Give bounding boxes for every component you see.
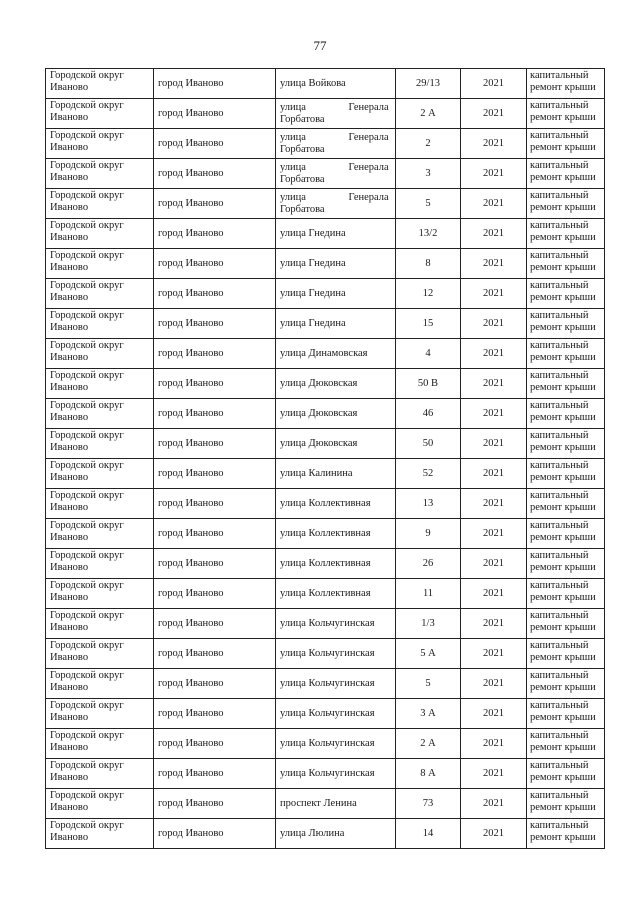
house-number-cell: 52: [396, 459, 461, 489]
street-cell: улица Гнедина: [276, 249, 396, 279]
area-cell: Городской округ Иваново: [46, 579, 154, 609]
year-cell: 2021: [461, 729, 527, 759]
year-cell: 2021: [461, 339, 527, 369]
area-cell: Городской округ Иваново: [46, 219, 154, 249]
city-cell: город Иваново: [154, 219, 276, 249]
work-type-cell: капитальный ремонт крыши: [527, 489, 605, 519]
house-number-cell: 4: [396, 339, 461, 369]
street-cell: улица Кольчугинская: [276, 669, 396, 699]
street-cell: улица Генерала Горбатова: [276, 99, 396, 129]
house-number-cell: 2 А: [396, 729, 461, 759]
year-cell: 2021: [461, 129, 527, 159]
work-type-cell: капитальный ремонт крыши: [527, 69, 605, 99]
street-cell: улица Люлина: [276, 819, 396, 849]
street-cell: улица Генерала Горбатова: [276, 129, 396, 159]
house-number-cell: 50 В: [396, 369, 461, 399]
page-number: 77: [313, 38, 327, 53]
work-type-cell: капитальный ремонт крыши: [527, 369, 605, 399]
area-cell: Городской округ Иваново: [46, 669, 154, 699]
city-cell: город Иваново: [154, 519, 276, 549]
work-type-cell: капитальный ремонт крыши: [527, 189, 605, 219]
table-row: [46, 399, 605, 429]
table-row: [46, 219, 605, 249]
table-row: [46, 309, 605, 339]
year-cell: 2021: [461, 609, 527, 639]
table-row: [46, 99, 605, 129]
work-type-cell: капитальный ремонт крыши: [527, 729, 605, 759]
street-cell: улица Калинина: [276, 459, 396, 489]
year-cell: 2021: [461, 549, 527, 579]
year-cell: 2021: [461, 759, 527, 789]
city-cell: город Иваново: [154, 819, 276, 849]
city-cell: город Иваново: [154, 459, 276, 489]
table-row: [46, 69, 605, 99]
area-cell: Городской округ Иваново: [46, 189, 154, 219]
city-cell: город Иваново: [154, 309, 276, 339]
area-cell: Городской округ Иваново: [46, 159, 154, 189]
street-cell: улица Войкова: [276, 69, 396, 99]
year-cell: 2021: [461, 489, 527, 519]
table-row: [46, 189, 605, 219]
repair-schedule-table: [45, 68, 605, 849]
house-number-cell: 1/3: [396, 609, 461, 639]
city-cell: город Иваново: [154, 129, 276, 159]
street-cell: улица Генерала Горбатова: [276, 159, 396, 189]
year-cell: 2021: [461, 819, 527, 849]
street-cell: улица Кольчугинская: [276, 609, 396, 639]
work-type-cell: капитальный ремонт крыши: [527, 99, 605, 129]
year-cell: 2021: [461, 399, 527, 429]
table-row: [46, 429, 605, 459]
city-cell: город Иваново: [154, 549, 276, 579]
area-cell: Городской округ Иваново: [46, 129, 154, 159]
street-cell: улица Кольчугинская: [276, 759, 396, 789]
table-row: [46, 339, 605, 369]
year-cell: 2021: [461, 189, 527, 219]
work-type-cell: капитальный ремонт крыши: [527, 429, 605, 459]
area-cell: Городской округ Иваново: [46, 369, 154, 399]
street-cell: улица Дюковская: [276, 399, 396, 429]
house-number-cell: 11: [396, 579, 461, 609]
work-type-cell: капитальный ремонт крыши: [527, 579, 605, 609]
city-cell: город Иваново: [154, 639, 276, 669]
city-cell: город Иваново: [154, 429, 276, 459]
house-number-cell: 3 А: [396, 699, 461, 729]
area-cell: Городской округ Иваново: [46, 429, 154, 459]
house-number-cell: 8 А: [396, 759, 461, 789]
work-type-cell: капитальный ремонт крыши: [527, 759, 605, 789]
city-cell: город Иваново: [154, 189, 276, 219]
table-row: [46, 789, 605, 819]
area-cell: Городской округ Иваново: [46, 759, 154, 789]
table-row: [46, 699, 605, 729]
street-cell: улица Кольчугинская: [276, 639, 396, 669]
street-cell: улица Коллективная: [276, 519, 396, 549]
area-cell: Городской округ Иваново: [46, 279, 154, 309]
year-cell: 2021: [461, 219, 527, 249]
year-cell: 2021: [461, 99, 527, 129]
house-number-cell: 13/2: [396, 219, 461, 249]
city-cell: город Иваново: [154, 339, 276, 369]
table-row: [46, 129, 605, 159]
area-cell: Городской округ Иваново: [46, 699, 154, 729]
street-cell: улица Дюковская: [276, 369, 396, 399]
city-cell: город Иваново: [154, 399, 276, 429]
work-type-cell: капитальный ремонт крыши: [527, 789, 605, 819]
area-cell: Городской округ Иваново: [46, 459, 154, 489]
table-row: [46, 669, 605, 699]
table-row: [46, 639, 605, 669]
house-number-cell: 2: [396, 129, 461, 159]
area-cell: Городской округ Иваново: [46, 99, 154, 129]
year-cell: 2021: [461, 279, 527, 309]
year-cell: 2021: [461, 519, 527, 549]
year-cell: 2021: [461, 639, 527, 669]
work-type-cell: капитальный ремонт крыши: [527, 549, 605, 579]
work-type-cell: капитальный ремонт крыши: [527, 219, 605, 249]
table-row: [46, 159, 605, 189]
street-cell: улица Генерала Горбатова: [276, 189, 396, 219]
house-number-cell: 73: [396, 789, 461, 819]
house-number-cell: 29/13: [396, 69, 461, 99]
city-cell: город Иваново: [154, 279, 276, 309]
work-type-cell: капитальный ремонт крыши: [527, 399, 605, 429]
house-number-cell: 15: [396, 309, 461, 339]
area-cell: Городской округ Иваново: [46, 819, 154, 849]
street-cell: улица Гнедина: [276, 309, 396, 339]
street-cell: улица Гнедина: [276, 279, 396, 309]
area-cell: Городской округ Иваново: [46, 729, 154, 759]
city-cell: город Иваново: [154, 69, 276, 99]
city-cell: город Иваново: [154, 669, 276, 699]
work-type-cell: капитальный ремонт крыши: [527, 279, 605, 309]
city-cell: город Иваново: [154, 99, 276, 129]
area-cell: Городской округ Иваново: [46, 789, 154, 819]
house-number-cell: 3: [396, 159, 461, 189]
table-row: [46, 279, 605, 309]
city-cell: город Иваново: [154, 159, 276, 189]
city-cell: город Иваново: [154, 369, 276, 399]
house-number-cell: 5: [396, 189, 461, 219]
house-number-cell: 5: [396, 669, 461, 699]
street-cell: проспект Ленина: [276, 789, 396, 819]
table-row: [46, 819, 605, 849]
area-cell: Городской округ Иваново: [46, 399, 154, 429]
area-cell: Городской округ Иваново: [46, 549, 154, 579]
house-number-cell: 9: [396, 519, 461, 549]
year-cell: 2021: [461, 159, 527, 189]
work-type-cell: капитальный ремонт крыши: [527, 669, 605, 699]
year-cell: 2021: [461, 309, 527, 339]
city-cell: город Иваново: [154, 699, 276, 729]
work-type-cell: капитальный ремонт крыши: [527, 639, 605, 669]
area-cell: Городской округ Иваново: [46, 519, 154, 549]
city-cell: город Иваново: [154, 759, 276, 789]
year-cell: 2021: [461, 69, 527, 99]
area-cell: Городской округ Иваново: [46, 489, 154, 519]
area-cell: Городской округ Иваново: [46, 609, 154, 639]
table-row: [46, 519, 605, 549]
work-type-cell: капитальный ремонт крыши: [527, 519, 605, 549]
work-type-cell: капитальный ремонт крыши: [527, 609, 605, 639]
city-cell: город Иваново: [154, 789, 276, 819]
street-cell: улица Динамовская: [276, 339, 396, 369]
work-type-cell: капитальный ремонт крыши: [527, 249, 605, 279]
street-cell: улица Коллективная: [276, 579, 396, 609]
street-cell: улица Дюковская: [276, 429, 396, 459]
year-cell: 2021: [461, 669, 527, 699]
year-cell: 2021: [461, 369, 527, 399]
street-cell: улица Кольчугинская: [276, 699, 396, 729]
street-cell: улица Гнедина: [276, 219, 396, 249]
year-cell: 2021: [461, 579, 527, 609]
table-row: [46, 729, 605, 759]
city-cell: город Иваново: [154, 579, 276, 609]
year-cell: 2021: [461, 789, 527, 819]
area-cell: Городской округ Иваново: [46, 639, 154, 669]
table-row: [46, 609, 605, 639]
house-number-cell: 14: [396, 819, 461, 849]
work-type-cell: капитальный ремонт крыши: [527, 309, 605, 339]
area-cell: Городской округ Иваново: [46, 309, 154, 339]
table-row: [46, 489, 605, 519]
work-type-cell: капитальный ремонт крыши: [527, 129, 605, 159]
house-number-cell: 5 А: [396, 639, 461, 669]
work-type-cell: капитальный ремонт крыши: [527, 459, 605, 489]
street-cell: улица Коллективная: [276, 489, 396, 519]
work-type-cell: капитальный ремонт крыши: [527, 339, 605, 369]
table-row: [46, 249, 605, 279]
street-cell: улица Кольчугинская: [276, 729, 396, 759]
house-number-cell: 8: [396, 249, 461, 279]
city-cell: город Иваново: [154, 489, 276, 519]
year-cell: 2021: [461, 459, 527, 489]
area-cell: Городской округ Иваново: [46, 69, 154, 99]
table-row: [46, 759, 605, 789]
house-number-cell: 50: [396, 429, 461, 459]
street-cell: улица Коллективная: [276, 549, 396, 579]
year-cell: 2021: [461, 699, 527, 729]
year-cell: 2021: [461, 429, 527, 459]
work-type-cell: капитальный ремонт крыши: [527, 699, 605, 729]
house-number-cell: 12: [396, 279, 461, 309]
table-row: [46, 369, 605, 399]
area-cell: Городской округ Иваново: [46, 339, 154, 369]
area-cell: Городской округ Иваново: [46, 249, 154, 279]
year-cell: 2021: [461, 249, 527, 279]
house-number-cell: 26: [396, 549, 461, 579]
house-number-cell: 2 А: [396, 99, 461, 129]
city-cell: город Иваново: [154, 609, 276, 639]
table-row: [46, 459, 605, 489]
city-cell: город Иваново: [154, 249, 276, 279]
table-row: [46, 549, 605, 579]
house-number-cell: 13: [396, 489, 461, 519]
house-number-cell: 46: [396, 399, 461, 429]
work-type-cell: капитальный ремонт крыши: [527, 819, 605, 849]
work-type-cell: капитальный ремонт крыши: [527, 159, 605, 189]
city-cell: город Иваново: [154, 729, 276, 759]
table-row: [46, 579, 605, 609]
